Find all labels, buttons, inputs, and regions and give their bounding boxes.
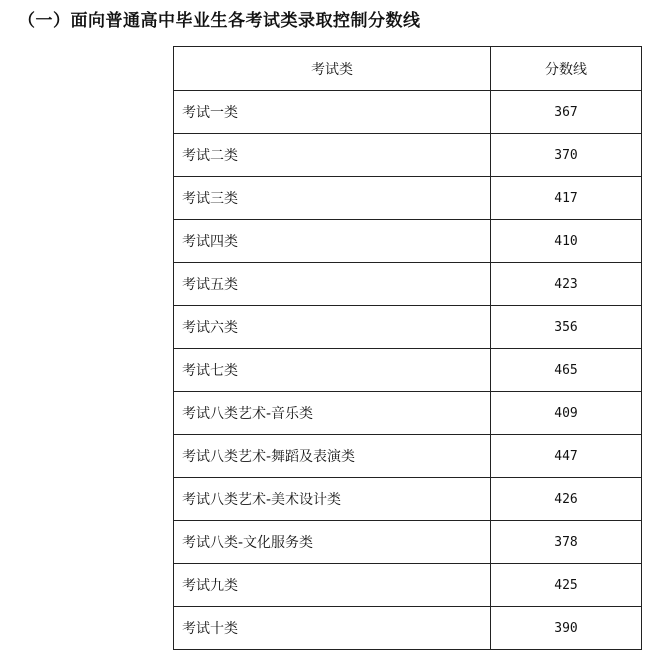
category-cell: 考试七类	[174, 349, 491, 392]
table-row	[174, 134, 642, 177]
category-cell: 考试十类	[174, 607, 491, 650]
table-row	[174, 220, 642, 263]
table-row	[174, 177, 642, 220]
score-cell: 356	[491, 306, 642, 349]
table-row	[174, 564, 642, 607]
score-cell: 378	[491, 521, 642, 564]
table-row	[174, 91, 642, 134]
category-cell: 考试八类艺术-音乐类	[174, 392, 491, 435]
category-cell: 考试八类艺术-美术设计类	[174, 478, 491, 521]
table-header-row	[174, 47, 642, 91]
category-cell: 考试四类	[174, 220, 491, 263]
score-cell: 417	[491, 177, 642, 220]
section-heading: （一）面向普通高中毕业生各考试类录取控制分数线	[18, 11, 421, 31]
category-cell: 考试八类-文化服务类	[174, 521, 491, 564]
category-cell: 考试六类	[174, 306, 491, 349]
table-row	[174, 435, 642, 478]
score-cell: 425	[491, 564, 642, 607]
table-row	[174, 392, 642, 435]
score-cell: 370	[491, 134, 642, 177]
category-cell: 考试五类	[174, 263, 491, 306]
score-cell: 409	[491, 392, 642, 435]
category-cell: 考试三类	[174, 177, 491, 220]
score-cell: 426	[491, 478, 642, 521]
table-row	[174, 306, 642, 349]
score-cell: 465	[491, 349, 642, 392]
column-header-score: 分数线	[491, 47, 642, 91]
score-cell: 410	[491, 220, 642, 263]
category-cell: 考试二类	[174, 134, 491, 177]
score-cell: 423	[491, 263, 642, 306]
table-row	[174, 349, 642, 392]
score-table	[173, 46, 642, 650]
category-cell: 考试九类	[174, 564, 491, 607]
column-header-category: 考试类	[174, 47, 491, 91]
score-cell: 367	[491, 91, 642, 134]
table-row	[174, 478, 642, 521]
table-row	[174, 521, 642, 564]
table-row	[174, 263, 642, 306]
category-cell: 考试一类	[174, 91, 491, 134]
category-cell: 考试八类艺术-舞蹈及表演类	[174, 435, 491, 478]
table-row	[174, 607, 642, 650]
score-cell: 390	[491, 607, 642, 650]
score-cell: 447	[491, 435, 642, 478]
